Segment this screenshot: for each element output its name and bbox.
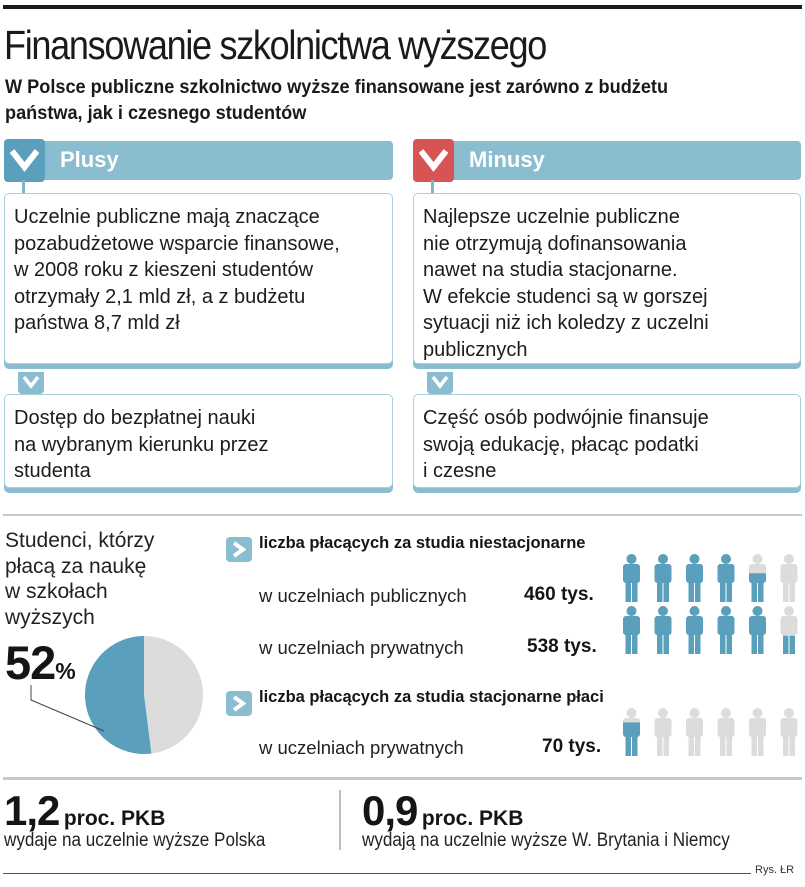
person-icon	[749, 708, 766, 756]
card-line: i czesne	[423, 460, 497, 482]
group-title: liczba płacących za studia stacjonarne płaci	[259, 688, 604, 706]
person-icon	[749, 606, 766, 654]
footer-rule	[3, 873, 751, 874]
person-fill	[718, 606, 735, 654]
group-title: liczba płacących za studia niestacjonarne	[259, 534, 586, 552]
card-line: Część osób podwójnie finansuje	[423, 407, 709, 429]
card-line: swoją edukację, płacąc podatki	[423, 433, 699, 456]
gdp-poland	[4, 787, 165, 835]
pie-caption-line: wyższych	[5, 605, 95, 629]
pros-label: Plusy	[60, 147, 119, 172]
card-line: państwa 8,7 mld zł	[14, 312, 180, 334]
gdp-unit: proc. PKB	[421, 807, 524, 830]
person-icon	[623, 554, 640, 602]
person-fill	[686, 554, 703, 602]
row-label: w uczelniach prywatnych	[259, 637, 464, 658]
card-line: nie otrzymują dofinansowania	[423, 232, 687, 255]
pie-caption-line: Studenci, którzy	[5, 529, 155, 552]
person-icon	[655, 606, 672, 654]
page-subtitle: W Polsce publiczne szkolnictwo wyższe finansowane jest zarówno z budżetu państwa, jak i czesnego studentów	[5, 76, 669, 124]
person-icon	[623, 606, 640, 654]
person-icon	[623, 708, 640, 756]
gdp-value: 0,9	[362, 787, 418, 834]
pie-value-unit: %	[55, 658, 76, 684]
page-title: Finansowanie szkolnictwa wyższego	[4, 22, 547, 68]
card-line: w 2008 roku z kieszeni studentów	[14, 259, 314, 281]
card-line: sytuacji niż ich koledzy z uczelni	[423, 312, 709, 334]
section-divider	[3, 777, 802, 780]
row-label: w uczelniach prywatnych	[259, 737, 464, 758]
person-fill	[686, 606, 703, 654]
person-icon	[655, 708, 672, 756]
person-fill	[623, 606, 640, 654]
card-line: na wybranym kierunku przez	[14, 433, 269, 456]
card-line: W efekcie studenci są w gorszej	[423, 285, 708, 308]
person-fill	[655, 554, 672, 602]
card-line: pozabudżetowe wsparcie finansowe,	[14, 232, 340, 255]
person-icon	[718, 606, 735, 654]
pie-caption-line: płacą za naukę	[5, 554, 147, 578]
person-icon	[781, 606, 798, 654]
card-line: publicznych	[423, 338, 528, 361]
pie-caption-line: w szkołach	[5, 580, 108, 603]
row-value: 460 tys.	[524, 584, 594, 605]
gdp-description: wydaje na uczelnie wyższe Polska	[4, 830, 266, 851]
row-label: w uczelniach publicznych	[259, 585, 467, 606]
card-line: Najlepsze uczelnie publiczne	[423, 206, 680, 228]
card-line: Dostęp do bezpłatnej nauki	[14, 407, 256, 429]
cons-label: Minusy	[469, 147, 545, 172]
gdp-uk-germany	[362, 787, 523, 835]
row-value: 70 tys.	[542, 736, 602, 757]
gdp-unit: proc. PKB	[63, 807, 166, 830]
person-icon	[686, 554, 703, 602]
gdp-description: wydają na uczelnie wyższe W. Brytania i Niemcy	[362, 830, 730, 851]
person-fill	[655, 606, 672, 654]
person-icon	[718, 708, 735, 756]
card-line: otrzymały 2,1 mld zł, a z budżetu	[14, 285, 306, 308]
person-icon	[781, 708, 798, 756]
vertical-divider	[339, 790, 341, 850]
person-icon	[686, 708, 703, 756]
person-fill	[718, 554, 735, 602]
person-fill	[749, 606, 766, 654]
person-icon	[655, 554, 672, 602]
person-icon	[781, 554, 798, 602]
gdp-value: 1,2	[4, 787, 60, 834]
person-icon	[686, 606, 703, 654]
row-value: 538 tys.	[527, 636, 597, 657]
person-icon	[718, 554, 735, 602]
card-line: studenta	[14, 460, 91, 482]
pie-value-number: 52	[5, 636, 56, 689]
card-line: Uczelnie publiczne mają znaczące	[14, 206, 320, 228]
card-line: nawet na studia stacjonarne.	[423, 259, 678, 281]
credit: Rys. ŁR	[755, 864, 795, 876]
person-fill	[623, 554, 640, 602]
person-icon	[749, 554, 766, 602]
